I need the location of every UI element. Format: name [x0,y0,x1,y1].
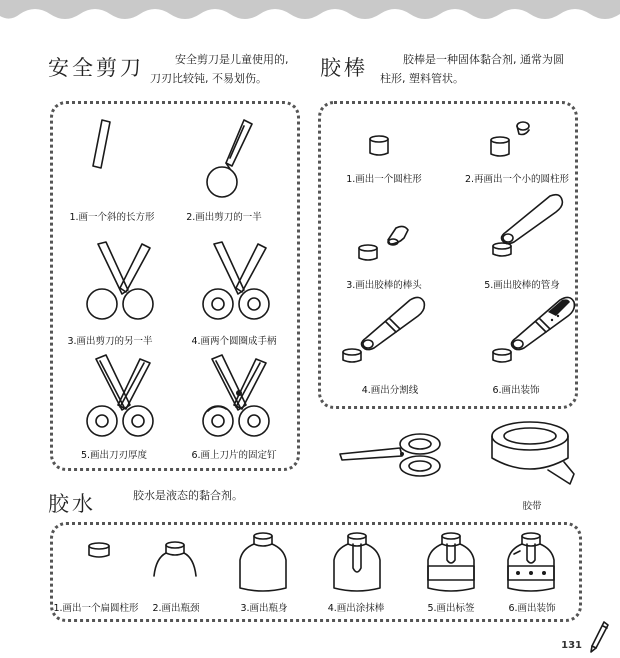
scissors-step-3-caption: 3.画出剪刀的另一半 [67,336,153,347]
glue-section-title: 胶水 [48,492,96,516]
gluestick-step-4-caption: 4.画出分割线 [361,385,419,396]
glue-step-3-caption: 3.画出瓶身 [240,603,288,614]
gluestick-section-title: 胶棒 [320,56,368,80]
scissors-step-5-drawing [70,355,170,443]
glue-step-5-drawing [424,530,478,594]
finished-scissors-drawing [336,430,446,480]
gluestick-step-5-caption: 5.画出胶棒的管身 [484,280,560,291]
gluestick-step-1-drawing [368,135,392,159]
tape-label: 胶带 [522,501,542,512]
scissors-step-2-caption: 2.画出剪刀的一半 [186,212,262,223]
scissors-step-4-caption: 4.画两个圆圈成手柄 [191,336,277,347]
gluestick-step-3-drawing [350,220,420,262]
scissors-step-4-drawing [186,240,286,325]
pencil-icon [588,620,610,654]
glue-description: 胶水是液态的黏合剂。 [133,489,243,502]
gluestick-step-1-caption: 1.画出一个圆柱形 [346,174,422,185]
gluestick-step-2-caption: 2.再画出一个小的圆柱形 [464,174,570,185]
gluestick-step-2-drawing [488,118,538,160]
scissors-desc-line-1: 安全剪刀是儿童使用的, [175,53,289,66]
scissors-step-6-drawing [186,355,286,443]
glue-step-2-caption: 2.画出瓶颈 [152,603,200,614]
glue-step-6-caption: 6.画出装饰 [508,603,556,614]
gluestick-step-6-drawing [490,290,580,365]
glue-step-4-caption: 4.画出涂抹棒 [327,603,385,614]
scissors-step-6-caption: 6.画上刀片的固定钉 [191,450,277,461]
glue-step-4-drawing [330,530,384,594]
scissors-step-2-drawing [200,116,260,201]
gluestick-step-3-caption: 3.画出胶棒的棒头 [346,280,422,291]
tape-roll-drawing [488,418,578,492]
glue-step-2-drawing [150,540,200,582]
gluestick-step-4-drawing [340,290,430,365]
gluestick-desc-line-2: 柱形, 塑料管状。 [380,72,464,85]
scissors-step-3-drawing [70,240,170,325]
scissors-desc-line-2: 刀刃比较钝, 不易划伤。 [150,72,267,85]
glue-step-1-drawing [86,541,114,561]
scissors-section-title: 安全剪刀 [48,56,144,80]
scissors-step-1-caption: 1.画一个斜的长方形 [69,212,155,223]
glue-step-5-caption: 5.画出标签 [427,603,475,614]
glue-step-1-caption: 1.画出一个扁圆柱形 [53,603,139,614]
scissors-step-1-drawing [90,118,120,170]
glue-step-6-drawing [504,530,558,594]
scissors-step-5-caption: 5.画出刀刃厚度 [80,450,148,461]
gluestick-step-6-caption: 6.画出装饰 [492,385,540,396]
gluestick-step-5-drawing [490,190,570,260]
glue-step-3-drawing [236,530,290,594]
gluestick-desc-line-1: 胶棒是一种固体黏合剂, 通常为圆 [403,53,564,66]
page-number: 131 [561,640,582,651]
top-wave-border [0,0,620,30]
